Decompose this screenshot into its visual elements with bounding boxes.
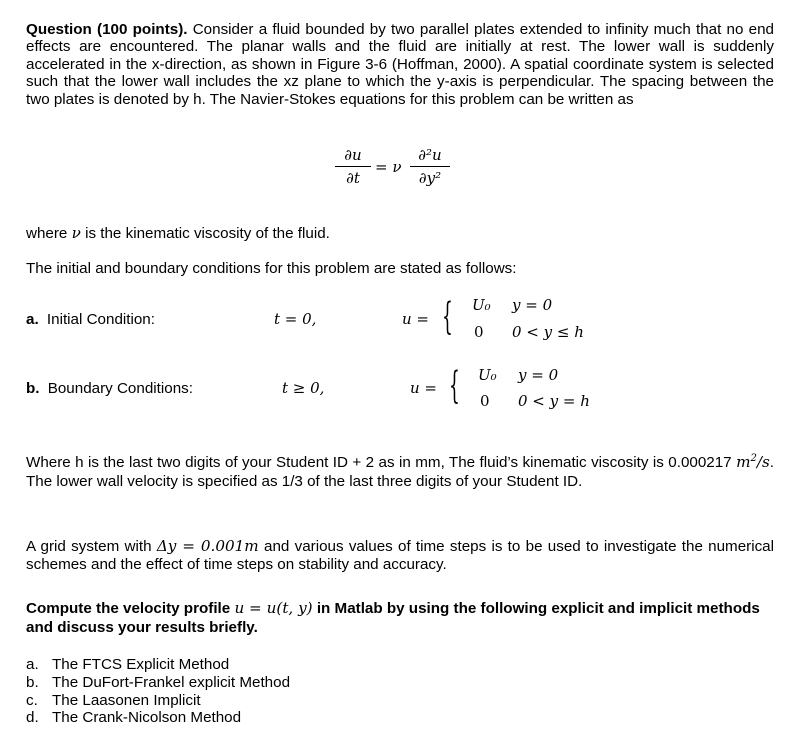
boundary-condition-brace: { — [449, 365, 460, 409]
grid-paragraph: A grid system with Δy = 0.001m and various values of time steps is to be used to investigate the numerical schemes and the effect of time steps on stability and accuracy. — [26, 537, 774, 573]
boundary-row1-value: U₀ — [478, 366, 497, 384]
initial-condition-time: t = 0, — [274, 310, 317, 328]
viscosity-unit: $m^2/s$ — [736, 452, 770, 471]
initial-condition-label: a. Initial Condition: — [26, 311, 155, 328]
navier-stokes-equation — [335, 145, 465, 195]
question-lead: Question (100 points). — [26, 21, 188, 38]
initial-row2-value: 0 — [474, 323, 484, 341]
boundary-condition-label: b. Boundary Conditions: — [26, 380, 193, 397]
initial-row1-value: U₀ — [472, 296, 491, 314]
viscosity-note: where ν is the kinematic viscosity of the fluid. — [26, 224, 330, 242]
velocity-function: u = u(t, y) — [234, 599, 313, 617]
lhs-denominator: ∂t — [346, 169, 360, 187]
initial-row1-cond: y = 0 — [512, 296, 553, 314]
initial-condition-brace: { — [442, 296, 453, 340]
rhs-numerator: ∂²u — [418, 146, 442, 164]
initial-row2-cond: 0 < y ≤ h — [512, 323, 584, 341]
boundary-row1-cond: y = 0 — [518, 366, 559, 384]
list-item: a. The FTCS Explicit Method — [26, 656, 230, 673]
boundary-row2-value: 0 — [480, 392, 490, 410]
question-text: Consider a fluid bounded by two parallel plates extended to infinity much that no end effects are encountered. The planar walls and the fluid are initially at rest. The lower wall is suddenly accelerated in the x-direction, as shown in Figure 3-6 (Hoffman, 2000). A spatial coordinate system is selected such that the lower wall includes the xz plane to which the y-axis is perpendicular. The spacing between the two plates is denoted by h. The Navier-Stokes equations for this problem can be written as — [26, 21, 774, 108]
lhs-numerator: ∂u — [344, 146, 362, 164]
equals-nu: = ν — [375, 158, 402, 176]
initial-condition-u: u = — [402, 310, 429, 328]
methods-list — [26, 656, 290, 727]
conditions-intro: The initial and boundary conditions for this problem are stated as follows: — [26, 260, 517, 277]
list-item: c. The Laasonen Implicit — [26, 691, 201, 709]
grid-spacing: Δy = 0.001m — [156, 537, 259, 555]
parameters-paragraph: Where h is the last two digits of your Student ID + 2 as in mm, The fluid’s kinematic viscosity is 0.000217 $m^2/s$. The lower wall velocity is specified as 1/3 of the last three digits of your Student ID. — [26, 452, 774, 490]
nu-symbol: ν — [71, 224, 81, 242]
boundary-condition-u: u = — [410, 379, 437, 397]
boundary-row2-cond: 0 < y = h — [518, 392, 590, 410]
list-item: d. The Crank-Nicolson Method — [26, 709, 242, 727]
task-paragraph: Compute the velocity profile u = u(t, y) in Matlab by using the following explicit and implicit methods and discuss your results briefly. — [26, 599, 760, 636]
boundary-condition-time: t ≥ 0, — [282, 379, 325, 397]
rhs-denominator: ∂y² — [418, 169, 442, 187]
list-item: b. The DuFort-Frankel explicit Method — [26, 673, 291, 691]
question-paragraph — [26, 21, 774, 108]
